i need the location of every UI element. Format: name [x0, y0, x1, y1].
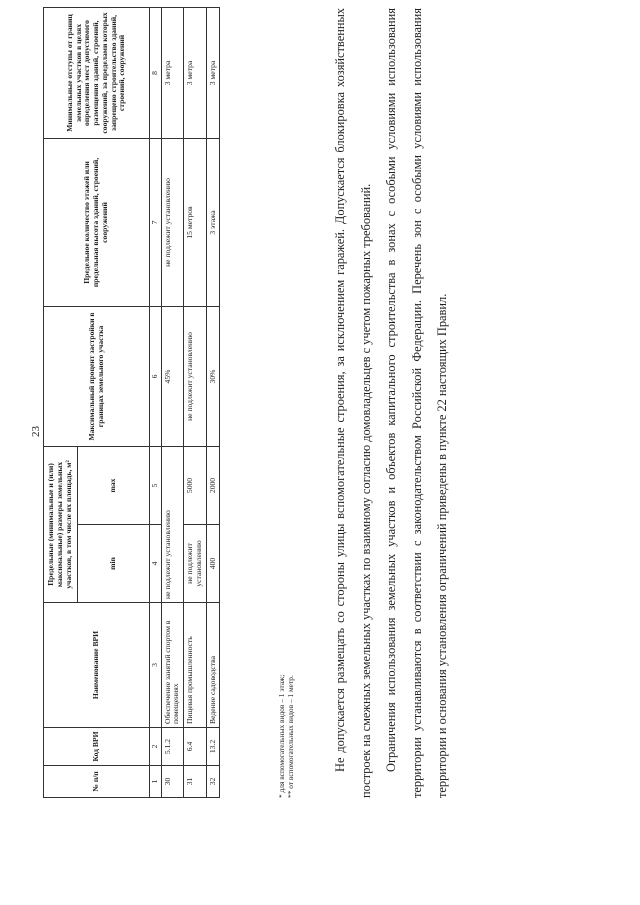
cell-max: 5000: [184, 446, 206, 524]
cell-percent: 45%: [161, 306, 183, 446]
paragraph: Не допускается размещать со стороны улицы вспомогательные строения, за исключением гаражей. Допускается блокировка хозяйственных построек на смежных земельных участках по взаимному согласию домовладельцев с учетом пожарных требований.: [333, 8, 373, 798]
col-number: 5: [150, 446, 162, 524]
table-row: [206, 7, 220, 797]
col-number: 3: [150, 603, 162, 728]
col-number: 4: [150, 525, 162, 603]
cell-setback: 3 метра: [184, 7, 206, 138]
cell-min: не подлежит установлению: [184, 525, 206, 603]
cell-code: 5.1.2: [161, 728, 183, 766]
cell-name: Пищевая промышленность: [184, 603, 206, 728]
col-number: 2: [150, 728, 162, 766]
header-code: Код ВРИ: [44, 728, 150, 766]
header-name: Наименование ВРИ: [44, 603, 150, 728]
cell-percent: не подлежит установлению: [184, 306, 206, 446]
cell-name: Ведение садоводства: [206, 603, 220, 728]
header-max: max: [78, 446, 150, 524]
cell-num: 32: [206, 766, 220, 798]
cell-min: 400: [206, 525, 220, 603]
page-number: 23: [30, 426, 42, 437]
col-number: 8: [150, 7, 162, 138]
header-min: min: [78, 525, 150, 603]
cell-percent: 30%: [206, 306, 220, 446]
cell-max: 2000: [206, 446, 220, 524]
cell-code: 13.2: [206, 728, 220, 766]
col-number: 6: [150, 306, 162, 446]
cell-setback: 3 метра: [161, 7, 183, 138]
header-num: № п/п: [44, 766, 150, 798]
column-numbers-row: [150, 7, 162, 797]
cell-name: Обеспечение занятий спортом в помещениях: [161, 603, 183, 728]
cell-code: 6.4: [184, 728, 206, 766]
cell-num: 31: [184, 766, 206, 798]
footnote: * для вспомогательных видов – 1 этаж;: [277, 674, 286, 798]
cell-sizes-merged: не подлежит установлению: [161, 446, 183, 602]
cell-floors: 3 этажа: [206, 138, 220, 306]
table-row: [184, 7, 206, 797]
cell-floors: не подлежит установлению: [161, 138, 183, 306]
cell-floors: 15 метров: [184, 138, 206, 306]
header-sizes: Предельные (минимальные и (или) максимальные) размеры земельных участков, в том числе их площадь, м²: [44, 446, 78, 602]
col-number: 7: [150, 138, 162, 306]
body-text: [328, 8, 456, 798]
header-setbacks: Минимальные отступы от границ земельных участков в целях определения мест допустимого размещения зданий, строений, сооружений, за пределами которых запрещено строительство зданий, строений, сооружений: [44, 7, 150, 138]
header-percent: Максимальный процент застройки в границах земельного участка: [44, 306, 150, 446]
paragraph: Ограничения использования земельных участков и объектов капитального строительства в зонах с особыми условиями использования территории устанавливаются в соответствии с законодательством Российской Федерации. Перечень зон с особыми условиями использования территории и основания установления ограничений приведены в пункте 22 настоящих Правил.: [384, 8, 449, 798]
cell-setback: 3 метра: [206, 7, 220, 138]
table-row: [161, 7, 183, 797]
header-floors: Предельное количество этажей или предельная высота зданий, строений, сооружений: [44, 138, 150, 306]
footnote: ** от вспомогательных видов – 1 метр.: [286, 675, 295, 798]
regulations-table: [43, 7, 220, 798]
cell-num: 30: [161, 766, 183, 798]
col-number: 1: [150, 766, 162, 798]
